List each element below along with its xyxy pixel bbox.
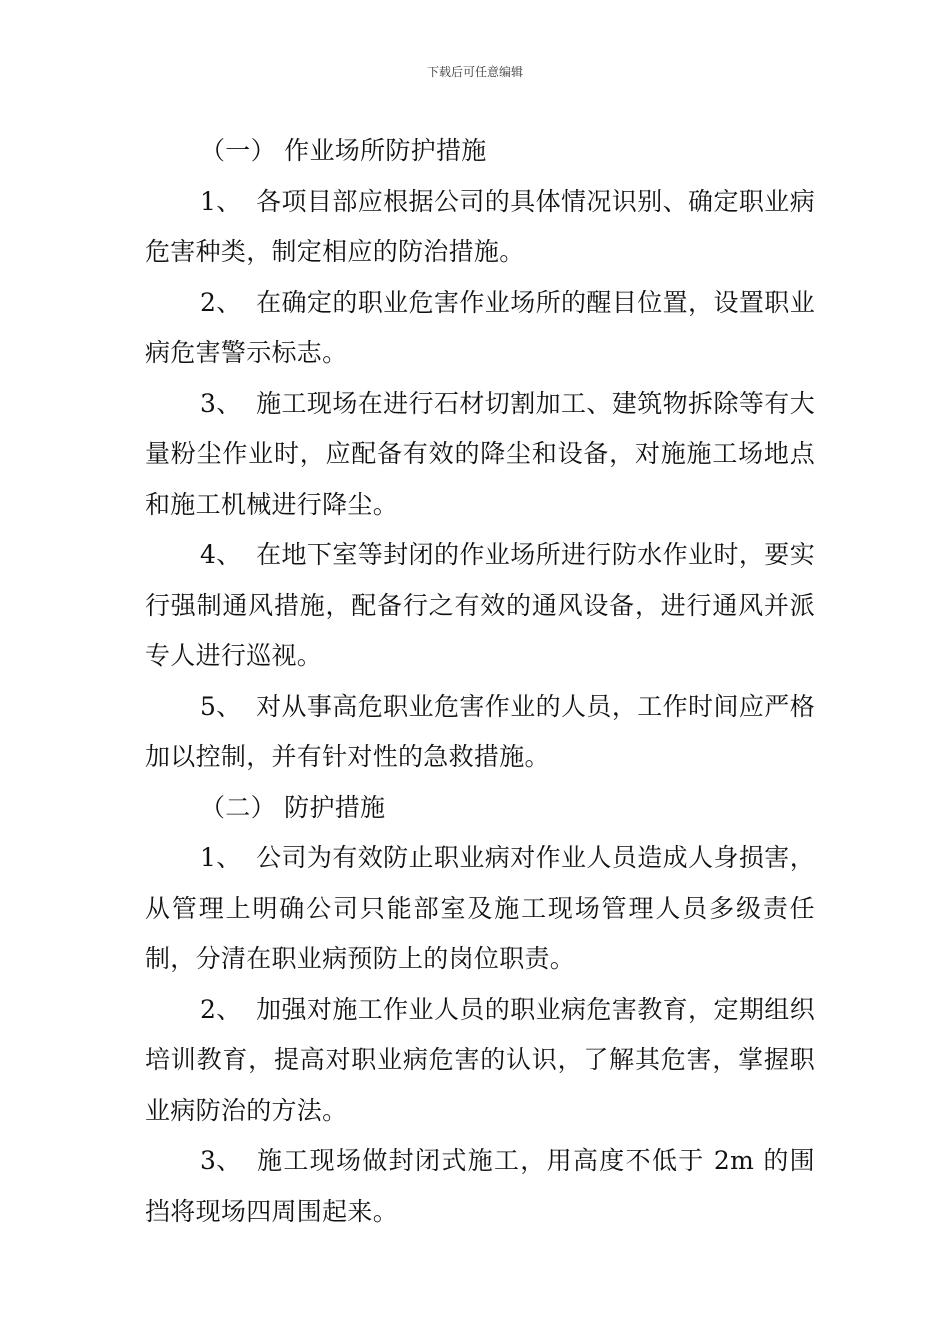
list-item bbox=[145, 379, 815, 531]
list-item bbox=[145, 530, 815, 682]
page-header: 下载后可任意编辑 bbox=[426, 65, 523, 79]
item-number: 2、 bbox=[200, 994, 242, 1024]
item-text: 在确定的职业危害作业场所的醒目位置，设置职业病危害警示标志。 bbox=[145, 287, 815, 367]
list-item bbox=[145, 985, 815, 1137]
item-text: 在地下室等封闭的作业场所进行防水作业时，要实行强制通风措施，配备行之有效的通风设备，进行通风并派专人进行巡视。 bbox=[145, 540, 815, 670]
section-heading-2: （二） 防护措施 bbox=[200, 792, 386, 822]
item-number: 2、 bbox=[200, 287, 242, 317]
list-item bbox=[145, 833, 815, 985]
item-text: 施工现场做封闭式施工，用高度不低于 2m 的围挡将现场四周围起来。 bbox=[145, 1146, 815, 1226]
item-number: 4、 bbox=[200, 540, 242, 569]
document-body bbox=[145, 126, 815, 1237]
item-number: 3、 bbox=[200, 1146, 242, 1175]
item-text: 加强对施工作业人员的职业病危害教育，定期组织培训教育，提高对职业病危害的认识，了解其危害，掌握职业病防治的方法。 bbox=[145, 994, 815, 1125]
item-number: 3、 bbox=[200, 388, 242, 418]
item-text: 公司为有效防止职业病对作业人员造成人身损害，从管理上明确公司只能部室及施工现场管理人员多级责任制，分清在职业病预防上的岗位职责。 bbox=[145, 843, 815, 973]
item-text: 对从事高危职业危害作业的人员，工作时间应严格加以控制，并有针对性的急救措施。 bbox=[145, 691, 815, 771]
item-number: 1、 bbox=[200, 843, 242, 872]
list-item bbox=[145, 1136, 815, 1237]
item-number: 5、 bbox=[200, 691, 242, 721]
item-text: 各项目部应根据公司的具体情况识别、确定职业病危害种类，制定相应的防治措施。 bbox=[145, 186, 815, 266]
list-item bbox=[145, 278, 815, 379]
section-heading-1: （一） 作业场所防护措施 bbox=[200, 136, 487, 165]
item-text: 施工现场在进行石材切割加工、建筑物拆除等有大量粉尘作业时，应配备有效的降尘和设备，对施施工场地点和施工机械进行降尘。 bbox=[145, 388, 815, 519]
list-item bbox=[145, 177, 815, 278]
list-item bbox=[145, 682, 815, 783]
item-number: 1、 bbox=[200, 186, 242, 216]
